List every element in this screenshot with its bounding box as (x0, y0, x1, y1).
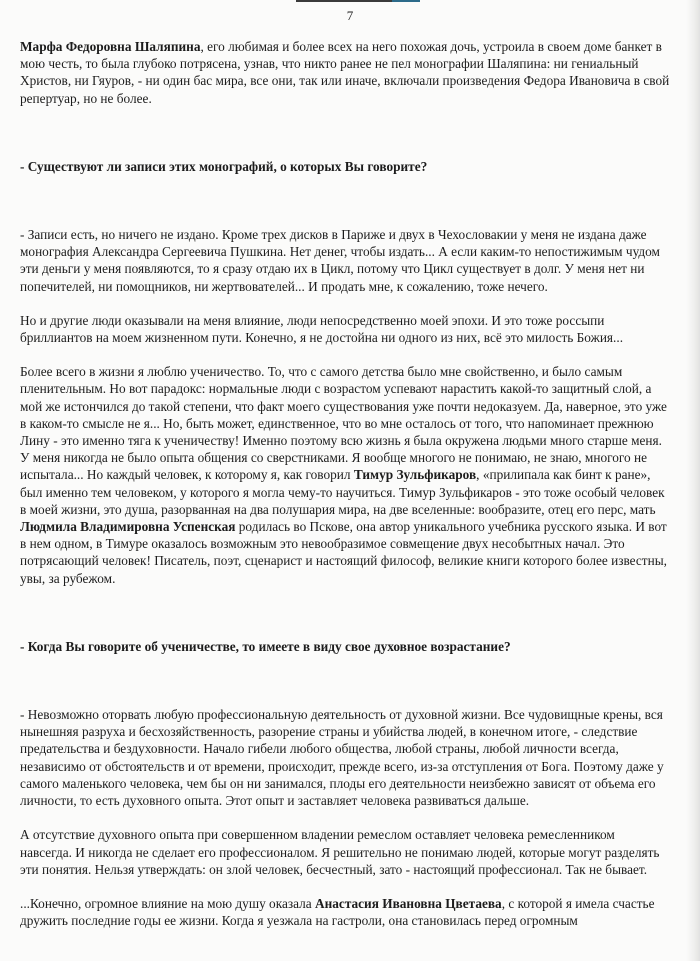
paragraph-spacer (20, 346, 670, 363)
paragraph-text: родилась во Пскове, она автор уникального учебника русского языка. И вот в нем одном, в Тимуре оказалось возможным это невообразимое совмещение двух несобытных начал. Это потрясающий человек! Писатель, поэт, сценарист и настоящий философ, великие книги которого более известны, увы, за рубежом. (20, 519, 667, 586)
scan-edge-mark (296, 0, 392, 2)
paragraph-text: Более всего в жизни я люблю ученичество. То, что с самого детства было мне свойственно, и было самым пленительным. Но вот парадокс: нормальные люди с возрастом успевают нарастить какой-то защитный слой, а мой же истончился до такой степени, что факт моего существования уже почти недоказуем. Да, наверное, это уже в каком-то смысле не я... Но, быть может, единственное, что во мне осталось от того, что напоминает прежнюю Лину - это именно тяга к ученичеству! Именно поэтому всю жизнь я была окружена людьми много старше меня. У меня никогда не было опыта общения со сверстниками. Я вообще многого не понимаю, не знаю, многого не испытала... Но каждый человек, к которому я, как говорил (20, 364, 667, 483)
page-number: 7 (346, 8, 354, 23)
person-name-bold: Тимур Зульфикаров (353, 467, 477, 483)
paragraph-apprenticeship (20, 363, 670, 587)
paragraph-text: , его любимая и более всех на него похожая дочь, устроила в своем доме банкет в мою честь, то была глубоко потрясена, узнав, что никто ранее не пел монографии Шаляпина: ни гениальный Христов, ни Гяуров, - ни один бас мира, все они, так или иначе, включали произведения Федора Ивановича в свой репертуар, но не более. (20, 39, 670, 106)
paragraph-text: , с которой я имела счастье дружить последние годы ее жизни. Когда я уезжала на гастроли, она становилась перед огромным (20, 895, 655, 929)
paragraph-spacer (20, 107, 670, 158)
answer-recordings: - Записи есть, но ничего не издано. Кроме трех дисков в Париже и двух в Чехословакии у меня не издана даже монография Александра Сергеевича Пушкина. Нет денег, чтобы издать... А если каким-то непостижимым чудом эти деньги у меня появляются, то я сразу отдаю их в Цикл, потому что Цикл существует в долг. У меня нет ни попечителей, ни помощников, ни жертвователей... И продать мне, к сожалению, тоже нечего. (20, 227, 660, 294)
interview-question-spiritual: - Когда Вы говорите об ученичестве, то имеете в виду свое духовное возрастание? (20, 638, 511, 654)
person-name-bold: Марфа Федоровна Шаляпина (20, 39, 201, 54)
paragraph-spacer (20, 809, 670, 826)
scan-shadow-edge (686, 0, 700, 961)
person-name-bold: Людмила Владимировна Успенская (20, 519, 236, 535)
paragraph-spacer (20, 655, 670, 706)
paragraph-craft: А отсутствие духовного опыта при совершенном владении ремеслом оставляет человека ремесленником навсегда. И никогда не сделает его профессионалом. Я решительно не понимаю людей, которые могут разделять эти понятия. Нельзя утверждать: он злой человек, бесчестный, зато - настоящий профессионал. Так не бывает. (20, 827, 660, 877)
paragraph-shalyapina (20, 38, 670, 107)
document-body (20, 38, 670, 929)
answer-spiritual: - Невозможно оторвать любую профессиональную деятельность от духовной жизни. Все чудовищные крены, вся нынешняя разруха и бесхозяйственность, разорение страны и убийства людей, в конечном итоге, - следствие предательства и бездуховности. Начало гибели любого общества, любой страны, любой личности всегда, независимо от обстоятельств и от времени, происходит, прежде всего, из-за отступления от Бога. Поэтому даже у самого маленького человека, чем бы он ни занимался, плоды его деятельности неизбежно зависят от объема его личности, то есть духовного опыта. Этот опыт и заставляет человека развиваться дальше. (20, 707, 664, 809)
paragraph-text: ...Конечно, огромное влияние на мою душу оказала (20, 895, 315, 911)
paragraph-spacer (20, 587, 670, 638)
paragraph-text: , «прилипала как бинт к ране», был именно тем человеком, у которого я могла чему-то научиться. Тимур Зульфикаров - это тоже особый человек в моей жизни, это душа, разорванная на два полушария мира, на две вселенные: вообразите, отец его перс, мать (20, 467, 665, 517)
paragraph-spacer (20, 175, 670, 226)
paragraph-spacer (20, 295, 670, 312)
paragraph-tsvetaeva (20, 895, 670, 929)
interview-question-recordings: - Существуют ли записи этих монографий, о которых Вы говорите? (20, 158, 428, 174)
paragraph-spacer (20, 878, 670, 895)
person-name-bold: Анастасия Ивановна Цветаева (315, 895, 502, 911)
paragraph-influence: Но и другие люди оказывали на меня влияние, люди непосредственно моей эпохи. И это тоже россыпи бриллиантов на моем жизненном пути. Конечно, я не достойна ни одного из них, всё это милость Божия... (20, 312, 624, 346)
